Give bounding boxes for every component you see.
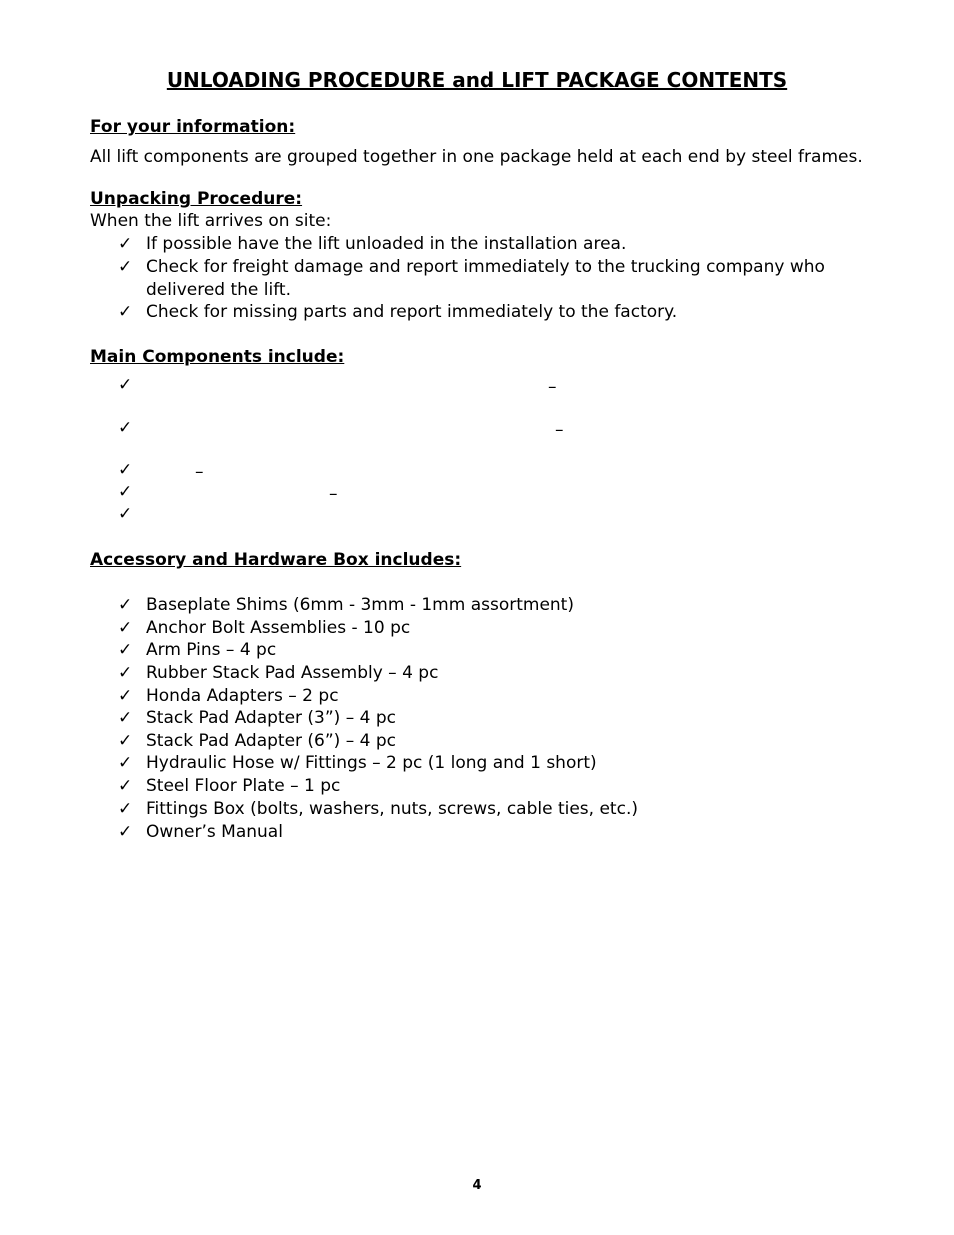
main-component-dash: – xyxy=(329,484,338,504)
accessory-item-text: Steel Floor Plate – 1 pc xyxy=(146,776,341,796)
accessory-item-text: Baseplate Shims (6mm - 3mm - 1mm assortment) xyxy=(146,595,574,615)
accessory-list-item xyxy=(118,662,908,685)
accessory-heading: Accessory and Hardware Box includes: xyxy=(90,550,462,570)
check-mark-icon: ✓ xyxy=(118,663,133,683)
check-mark-icon: ✓ xyxy=(118,618,133,638)
check-mark-icon: ✓ xyxy=(118,822,133,842)
check-mark-icon: ✓ xyxy=(118,708,133,728)
check-mark-icon: ✓ xyxy=(118,753,133,773)
check-mark-icon: ✓ xyxy=(118,375,133,395)
unpacking-heading: Unpacking Procedure: xyxy=(90,189,303,209)
unpacking-list-item xyxy=(118,233,908,256)
unpacking-item-text: If possible have the lift unloaded in the installation area. xyxy=(146,234,627,254)
unpacking-item-text: Check for missing parts and report immediately to the factory. xyxy=(146,302,678,322)
accessory-list-item xyxy=(118,639,908,662)
info-text: All lift components are grouped together in one package held at each end by steel frames. xyxy=(90,147,863,167)
accessory-list-item xyxy=(118,730,908,753)
accessory-list-item xyxy=(118,617,908,640)
unpacking-intro: When the lift arrives on site: xyxy=(90,211,332,231)
info-heading: For your information: xyxy=(90,117,296,137)
page-number: 4 xyxy=(472,1178,482,1193)
check-mark-icon: ✓ xyxy=(118,460,133,480)
accessory-item-text: Owner’s Manual xyxy=(146,822,283,842)
unpacking-item-text: Check for freight damage and report immediately to the trucking company who delivered the lift. xyxy=(146,257,825,300)
accessory-list-item xyxy=(118,752,908,775)
check-mark-icon: ✓ xyxy=(118,234,133,254)
check-mark-icon: ✓ xyxy=(118,482,133,502)
check-mark-icon: ✓ xyxy=(118,776,133,796)
accessory-item-text: Stack Pad Adapter (6”) – 4 pc xyxy=(146,731,396,751)
main-component-dash: – xyxy=(548,377,557,397)
accessory-item-text: Stack Pad Adapter (3”) – 4 pc xyxy=(146,708,396,728)
accessory-item-text: Arm Pins – 4 pc xyxy=(146,640,277,660)
accessory-item-text: Honda Adapters – 2 pc xyxy=(146,686,339,706)
page-title: UNLOADING PROCEDURE and LIFT PACKAGE CONTENTS xyxy=(166,68,788,92)
check-mark-icon: ✓ xyxy=(118,799,133,819)
main-component-dash: – xyxy=(555,420,564,440)
accessory-list-item xyxy=(118,798,908,821)
accessory-item-text: Fittings Box (bolts, washers, nuts, screws, cable ties, etc.) xyxy=(146,799,638,819)
accessory-list-item xyxy=(118,594,908,617)
accessory-list-item xyxy=(118,775,908,798)
check-mark-icon: ✓ xyxy=(118,257,133,277)
main-component-dash: – xyxy=(195,462,204,482)
unpacking-list-item xyxy=(118,301,908,324)
check-mark-icon: ✓ xyxy=(118,731,133,751)
check-mark-icon: ✓ xyxy=(118,504,133,524)
check-mark-icon: ✓ xyxy=(118,686,133,706)
accessory-item-text: Hydraulic Hose w/ Fittings – 2 pc (1 long and 1 short) xyxy=(146,753,597,773)
accessory-list-item xyxy=(118,685,908,708)
accessory-item-text: Rubber Stack Pad Assembly – 4 pc xyxy=(146,663,439,683)
accessory-list-item xyxy=(118,707,908,730)
check-mark-icon: ✓ xyxy=(118,302,133,322)
accessory-list-item xyxy=(118,821,908,844)
check-mark-icon: ✓ xyxy=(118,418,133,438)
check-mark-icon: ✓ xyxy=(118,595,133,615)
check-mark-icon: ✓ xyxy=(118,640,133,660)
main-components-heading: Main Components include: xyxy=(90,347,345,367)
unpacking-list-item xyxy=(118,256,908,301)
accessory-item-text: Anchor Bolt Assemblies - 10 pc xyxy=(146,618,411,638)
